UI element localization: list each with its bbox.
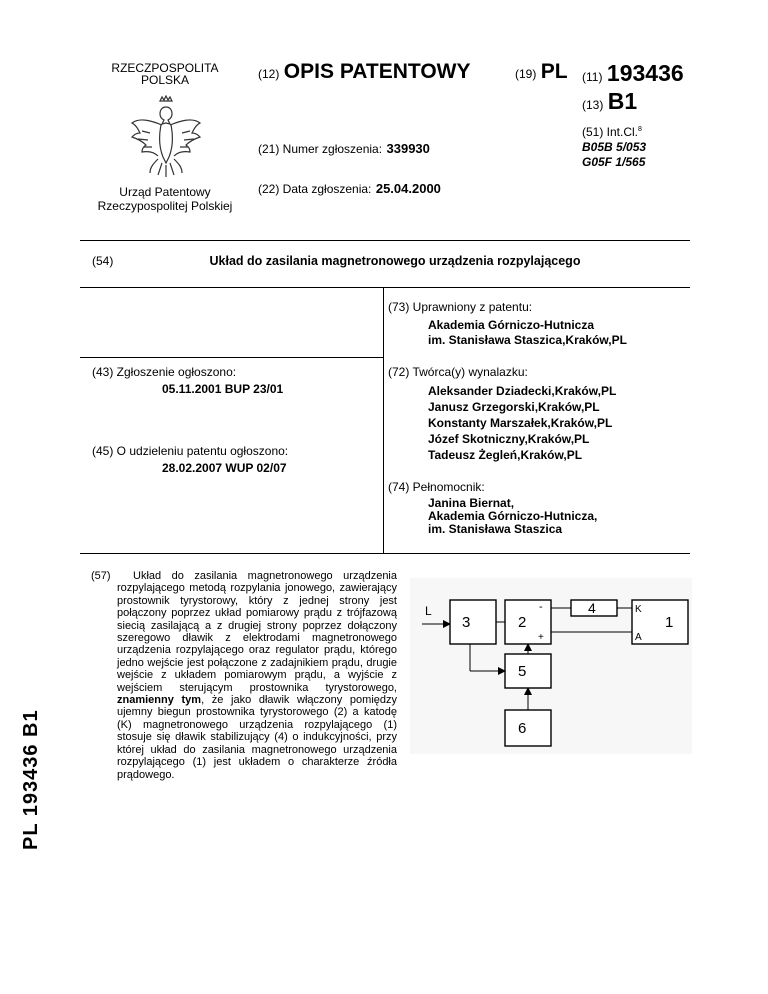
app-date: 25.04.2000 <box>375 181 441 196</box>
abstract-text-after: , że jako dławik włączony pomiędzy ujemny biegun prostownika tyrystorowego (2) a katodę (K) magnetronowego urządzenia rozpylającego (1) stosuje się dławik stabilizujący (4) o indukcyjności, przy której układ do zasilania magnetronowego urządzenia rozpylającego (1) jest układem o charakterze źródła prądowego. <box>117 694 397 781</box>
app-date-block <box>258 180 441 198</box>
kind-block <box>582 88 637 115</box>
attorney-label: (74) Pełnomocnik: <box>388 480 485 494</box>
inventor-name: Aleksander Dziadecki,Kraków,PL <box>428 384 617 398</box>
code-19: (19) <box>515 67 537 81</box>
country-code-block <box>515 60 568 84</box>
int-cl-block <box>582 122 646 170</box>
title-code: (54) <box>92 254 114 268</box>
code-11: (11) <box>582 70 603 84</box>
holder-label: (73) Uprawniony z patentu: <box>388 300 533 314</box>
publication-label: (43) Zgłoszenie ogłoszono: <box>92 365 237 379</box>
grant-value: 28.02.2007 WUP 02/07 <box>162 461 287 475</box>
divider-top <box>80 240 690 241</box>
block-2 <box>505 600 551 644</box>
block-5 <box>505 654 551 688</box>
app-number: 339930 <box>386 141 430 156</box>
block-2-label: 2 <box>518 614 527 631</box>
block-6-label: 6 <box>518 720 527 737</box>
patent-office <box>80 185 250 213</box>
country-name <box>95 62 235 86</box>
block-5-label: 5 <box>518 663 527 680</box>
kind-code: B1 <box>607 88 638 114</box>
country-code: PL <box>540 60 568 83</box>
block-3-label: 3 <box>462 614 471 631</box>
inventor-name: Józef Skotniczny,Kraków,PL <box>428 432 590 446</box>
side-patent-label: PL 193436 B1 <box>20 709 42 850</box>
abstract-text-before: Układ do zasilania magnetronowego urządzenia rozpylającego metodą rozpylania jonowego, zawierający prostownik tyrystorowy, który z jednej strony jest połączony poprzez układ pomiarowy prądu z trójfazową siecią zasilającą a z drugiej strony poprzez dołączony szeregowo dławik z elektrodami magnetronowego urządzenia rozpylającego oraz regulator prądu, którego jedno wejście jest połączone z zadajnikiem prądu, drugie wejście z układem pomiarowym prądu, a wyjście z wejściem sterującym prostownika tyrystorowego, <box>117 570 397 694</box>
int-cl-edition: 8 <box>638 126 642 133</box>
patent-number: 193436 <box>606 60 684 86</box>
code-21: (21) Numer zgłoszenia: <box>258 142 383 156</box>
input-label: L <box>425 604 432 618</box>
divider-title <box>80 287 690 288</box>
patent-title: Układ do zasilania magnetronowego urządzenia rozpylającego <box>209 254 581 268</box>
int-cl-1: B05B 5/053 <box>582 140 647 154</box>
inventors-list <box>428 383 616 463</box>
office-line2: Rzeczypospolitej Polskiej <box>97 199 233 213</box>
doc-type-block <box>258 60 470 84</box>
code-51: (51) Int.Cl. <box>582 125 639 139</box>
office-line1: Urząd Patentowy <box>119 185 211 199</box>
attorney-name <box>428 497 597 536</box>
abstract-code: (57) <box>91 570 111 582</box>
grant-label: (45) O udzieleniu patentu ogłoszono: <box>92 444 289 458</box>
attorney-line1: Janina Biernat, <box>428 496 515 510</box>
divider-middle <box>80 357 383 358</box>
inventor-name: Janusz Grzegorski,Kraków,PL <box>428 400 600 414</box>
holder-line1: Akademia Górniczo-Hutnicza <box>428 318 595 332</box>
inventors-label: (72) Twórca(y) wynalazku: <box>388 365 528 379</box>
inventor-name: Tadeusz Żegleń,Kraków,PL <box>428 448 583 462</box>
divider-bottom <box>80 553 690 554</box>
block-3 <box>450 600 496 644</box>
holder-line2: im. Stanisława Staszica,Kraków,PL <box>428 333 627 347</box>
block-6 <box>505 710 551 746</box>
divider-vertical <box>383 287 384 553</box>
block-diagram <box>410 578 692 754</box>
attorney-line3: im. Stanisława Staszica <box>428 522 563 536</box>
abstract-emphasis: znamienny tym <box>117 694 202 707</box>
country-line1: RZECZPOSPOLITA <box>111 61 219 75</box>
minus-sign: - <box>539 601 543 613</box>
attorney-line2: Akademia Górniczo-Hutnicza, <box>428 509 598 523</box>
inventor-name: Konstanty Marszałek,Kraków,PL <box>428 416 613 430</box>
abstract <box>91 570 397 781</box>
code-12: (12) <box>258 67 280 81</box>
doc-type: OPIS PATENTOWY <box>283 60 471 83</box>
code-22: (22) Data zgłoszenia: <box>258 182 372 196</box>
publication-value: 05.11.2001 BUP 23/01 <box>162 382 284 396</box>
cathode-label: K <box>635 604 642 615</box>
plus-sign: + <box>538 632 544 643</box>
country-line2: POLSKA <box>140 73 190 87</box>
eagle-emblem <box>128 95 204 181</box>
patent-number-block <box>582 60 684 87</box>
block-1-label: 1 <box>665 614 674 631</box>
app-number-block <box>258 140 430 158</box>
anode-label: A <box>635 632 642 643</box>
code-13: (13) <box>582 98 604 112</box>
block-4-label: 4 <box>588 600 596 616</box>
holder-name <box>428 318 627 348</box>
int-cl-2: G05F 1/565 <box>582 155 646 169</box>
